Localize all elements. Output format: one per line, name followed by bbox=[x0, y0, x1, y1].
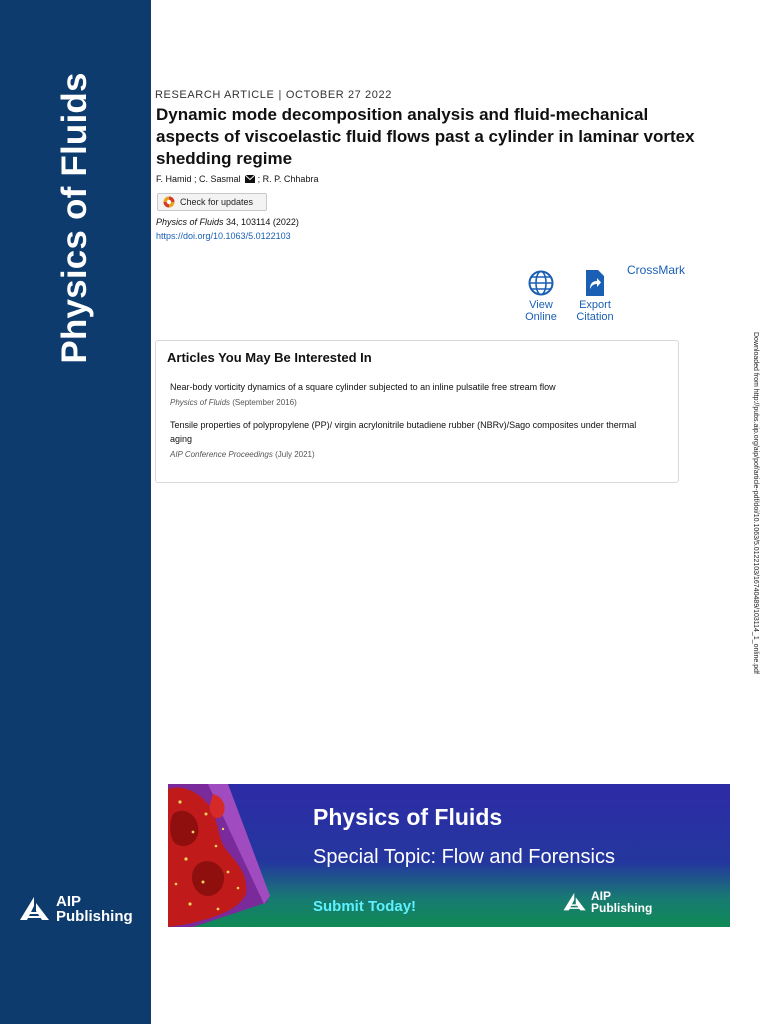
aip-logo-line1: AIP bbox=[56, 893, 82, 910]
doi-link[interactable]: https://doi.org/10.1063/5.0122103 bbox=[156, 231, 291, 241]
related-article bbox=[170, 380, 660, 407]
check-updates-label: Check for updates bbox=[180, 197, 254, 207]
export-citation-line2: Citation bbox=[576, 311, 614, 323]
banner-logo-line1: AIP bbox=[591, 889, 612, 903]
article-meta bbox=[155, 89, 392, 101]
view-online-line1: View bbox=[529, 299, 553, 311]
author-link[interactable]: F. Hamid bbox=[156, 174, 192, 184]
author-separator: ; bbox=[191, 174, 200, 184]
banner-aip-logo bbox=[562, 890, 652, 914]
view-online-line2: Online bbox=[525, 311, 557, 323]
article-date: OCTOBER 27 2022 bbox=[285, 89, 392, 101]
download-watermark bbox=[748, 332, 760, 692]
export-citation-line1: Export bbox=[579, 299, 611, 311]
banner-subtitle: Special Topic: Flow and Forensics bbox=[313, 846, 615, 868]
banner-submit-link[interactable]: Submit Today! bbox=[313, 898, 417, 915]
banner-artwork bbox=[168, 784, 308, 927]
aip-logo-line2: Publishing bbox=[56, 908, 133, 925]
share-arrow-icon bbox=[584, 270, 606, 296]
aip-publishing-logo bbox=[18, 894, 133, 924]
related-article-source bbox=[170, 450, 660, 459]
journal-citation bbox=[156, 217, 299, 227]
check-updates-icon bbox=[163, 196, 175, 208]
related-article-date: (September 2016) bbox=[230, 398, 297, 407]
related-articles-heading: Articles You May Be Interested In bbox=[167, 350, 372, 365]
author-link[interactable]: R. P. Chhabra bbox=[262, 174, 319, 184]
related-article-journal: AIP Conference Proceedings bbox=[170, 450, 273, 459]
related-article-title[interactable]: Tensile properties of polypropylene (PP)/ virgin acrylonitrile butadiene rubber (NBRv)/Sago composites under thermal aging bbox=[170, 420, 637, 444]
aip-logo-icon bbox=[562, 892, 588, 912]
related-article-title[interactable]: Near-body vorticity dynamics of a square cylinder subjected to an inline pulsatile free stream flow bbox=[170, 382, 556, 392]
article-title: Dynamic mode decomposition analysis and fluid-mechanical aspects of viscoelastic fluid flows past a cylinder in laminar vortex shedding regime bbox=[156, 105, 695, 168]
view-online-button[interactable] bbox=[520, 270, 562, 323]
related-article-date: (July 2021) bbox=[272, 450, 315, 459]
related-article-source bbox=[170, 398, 660, 407]
related-article-journal: Physics of Fluids bbox=[170, 398, 231, 407]
meta-separator: | bbox=[278, 89, 282, 101]
envelope-icon[interactable] bbox=[245, 175, 255, 183]
author-list bbox=[156, 174, 318, 184]
citation-details: 34, 103114 (2022) bbox=[223, 217, 299, 227]
related-article bbox=[170, 418, 660, 459]
related-articles-box bbox=[155, 340, 679, 483]
check-for-updates-button[interactable] bbox=[157, 193, 267, 211]
aip-logo-icon bbox=[18, 896, 52, 922]
sidebar-journal-title: Physics of Fluids bbox=[55, 72, 94, 364]
article-type: RESEARCH ARTICLE bbox=[155, 89, 275, 101]
banner-title: Physics of Fluids bbox=[313, 804, 503, 830]
journal-sidebar bbox=[0, 0, 151, 1024]
author-link[interactable]: C. Sasmal bbox=[199, 174, 241, 184]
export-citation-button[interactable] bbox=[572, 270, 618, 323]
download-watermark-text: Downloaded from http://pubs.aip.org/aip/pof/article-pdf/doi/10.1063/5.0122103/16740489/103114_1_online.pdf bbox=[752, 332, 759, 674]
special-topic-banner[interactable] bbox=[168, 784, 730, 927]
author-separator: ; bbox=[255, 174, 263, 184]
globe-icon bbox=[528, 270, 554, 296]
banner-logo-line2: Publishing bbox=[591, 901, 653, 915]
crossmark-link[interactable]: CrossMark bbox=[627, 263, 686, 277]
citation-journal: Physics of Fluids bbox=[156, 217, 224, 227]
